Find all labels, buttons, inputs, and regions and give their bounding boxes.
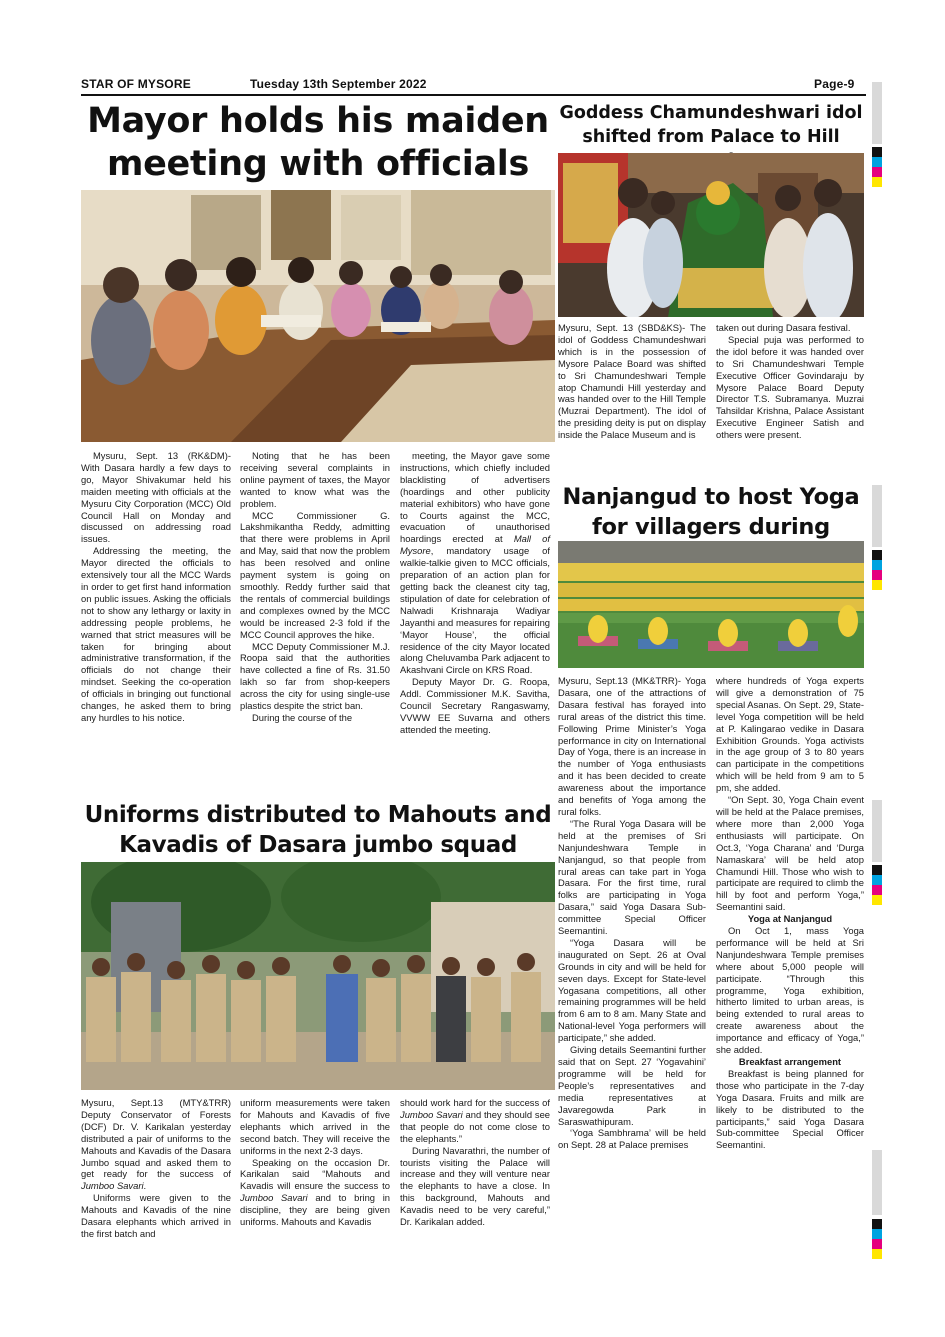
paragraph: ‘Yoga Sambhrama’ will be held on Sept. 28 at Palace premises [558, 1127, 706, 1151]
paragraph: Deputy Mayor Dr. G. Roopa, Addl. Commissioner M.K. Savitha, Council Secretary Rangaswamy, VVWW EE Suvarna and others attended the meeting. [400, 676, 550, 735]
masthead-rule [81, 94, 866, 96]
paragraph: “The Rural Yoga Dasara will be held at the premises of Sri Nanjundeshwara Temple in Nanjangud, so that people from rural areas can take part in Yoga Dasara. For the first time, rural folks are participating in Yoga Dasara,” said Yoga Dasara Sub-committee Special Officer Seemantini. [558, 817, 706, 937]
paragraph: “Yoga Dasara will be inaugurated on Sept. 26 at Oval Grounds in city and will be held for seven days. Except for State-level Yogasana competitions, all other remaining programmes will be held from 6 am to 8 am. Many State and National-level Yoga performers will participate,” she added. [558, 936, 706, 1044]
margin-bar [872, 1150, 882, 1215]
paragraph: taken out during Dasara festival. [716, 322, 851, 333]
idol-headline: Goddess Chamundeshwari idol shifted from Palace to Hill [559, 103, 863, 147]
uniform-column-1 [81, 1097, 231, 1240]
page-number: Page-9 [814, 77, 855, 91]
paragraph: Mysuru, Sept. 13 (SBD&KS)- The idol of Goddess Chamundeshwari which is in the possession of Mysore Palace Board was shifted to Sri Chamundeshwari Temple atop Chamundi Hill yesterday and was handed over to the Hill Temple (Muzrai Department). The idol of the presiding deity is put on display inside the Palace Museum and is [558, 322, 706, 441]
paragraph: Addressing the meeting, the Mayor directed the officials to extensively tour all the MCC Wards in order to get first hand information on public issues. Asking the officials not to show any lethargy or laxity in addressing people problems, he warned that strict measures will be taken for bringing about administrative transformation, if the officials do not change their mindset. Seeking the co-operation of officials in bringing out functional changes, he asked them to bring any hurdles to his notice. [81, 545, 231, 723]
color-register-mark [872, 550, 882, 590]
color-register-mark [872, 147, 882, 187]
paragraph: Noting that he has been receiving several complaints in online payment of taxes, the Mayor wanted to know what was the problem. [240, 450, 390, 509]
text-run: and they should see that people do not come close to the elephants.” [400, 1108, 550, 1144]
mayor-column-1 [81, 450, 231, 724]
italic-run: Jumboo Savari [81, 1180, 144, 1192]
margin-bar [872, 800, 882, 862]
uniform-column-3 [400, 1097, 550, 1228]
uniform-column-2 [240, 1097, 390, 1228]
color-register-mark [872, 1219, 882, 1259]
italic-run: Mall of Mysore [400, 533, 550, 557]
paragraph [240, 1157, 390, 1228]
paragraph: MCC Commissioner G. Lakshmikantha Reddy, admitting that there were problems in April and May, said that now the problem has been resolved and online payment system is going on smoothly. Reddy further said that the rentals of commercial buildings and complexes owned by the MCC would be increased 2-3 fold if the MCC Council approves the hike. [240, 509, 390, 640]
paragraph: MCC Deputy Commissioner M.J. Roopa said that the authorities have collected a fine of Rs. 31.50 lakh so far from shop-keepers across the city for using single-use plastics despite the strict ban. [240, 640, 390, 712]
text-run: meeting, the Mayor gave some instructions, which chiefly included blacklisting of advertisers (hoardings and other publicity material exhibitors) who have gone to Courts against the MCC, evacuation of unauthorised hoardings erected at [400, 450, 550, 545]
mayor-meeting-photo [81, 190, 555, 442]
paragraph: Special puja was performed to the idol before it was handed over to Sri Chamundeshwari Temple Executive Officer Govindaraju by Mysore Palace Board Deputy Director T.S. Subramanya. Muzrai Tahsildar Krishna, Palace Assistant Executive Engineer Satish and others were present. [716, 333, 864, 441]
text-run: . [143, 1180, 147, 1192]
mayor-column-2 [240, 450, 390, 724]
text-run: Speaking on the occasion Dr. Karikalan said “Mahouts and Kavadis will ensure the success to [240, 1156, 390, 1192]
mayor-column-3 [400, 450, 550, 736]
paragraph: Uniforms were given to the Mahouts and Kavadis of the nine Dasara elephants which arrived in the first batch and [81, 1192, 231, 1239]
mayor-headline: Mayor holds his maiden meeting with officials [87, 101, 549, 184]
idol-handover-photo [558, 153, 864, 317]
issue-date: Tuesday 13th September 2022 [250, 77, 427, 91]
text-run: , mandatory usage of walkie-talkie given to MCC officials, preparation of an action plan for getting back the cleanest city tag, stipulation of date for celebration of Nalwadi Krishnaraja Wadiyar Jayanthi and measures for repairing ‘Mayor House’, the official residence of the city Mayor located along Cheluvamba Park adjacent to Akashvani Circle on KRS Road. [400, 545, 550, 676]
uniform-headline: Uniforms distributed to Mahouts and Kavadis of Dasara jumbo squad [84, 802, 552, 858]
yoga-headline: Nanjangud to host Yoga for villagers during [562, 484, 860, 540]
paragraph: During Navarathri, the number of tourists visiting the Palace will increase and they will venture near the elephants to have a close. In this background, Mahouts and Kavadis need to be very careful,” Dr. Karikalan added. [400, 1144, 550, 1228]
paragraph: Mysuru, Sept.13 (MK&TRR)- Yoga Dasara, one of the attractions of Dasara festival has forayed into rural areas of the district this time. Following Prime Minister’s Yoga performance in city on International Day of Yoga, there is an increase in the number of Yoga enthusiasts and it has been decided to create awareness about the importance and benefits of Yoga among the rural folks. [558, 675, 706, 817]
yoga-mass-photo [558, 541, 864, 668]
margin-bar [872, 82, 882, 144]
idol-column-2 [716, 322, 864, 441]
paragraph: Giving details Seemantini further said that on Sept. 27 ‘Yogavahini’ programme will be held for People’s representatives and media representatives at Javaregowda Park in Saraswathipuram. [558, 1044, 706, 1127]
italic-run: Jumboo Savari [400, 1108, 463, 1120]
text-run: Mysuru, Sept.13 (MTY&TRR) Deputy Conservator of Forests (DCF) Dr. V. Karikalan yesterday distributed a pair of uniforms to the Mahouts and Kavadis of the Dasara Jumbo squad and asked them to get ready for the success of [81, 1097, 231, 1180]
paper-name: STAR OF MYSORE [81, 77, 191, 91]
paragraph: On Oct 1, mass Yoga performance will be held at Sri Nanjundeshwara Temple premises where about 5,000 people will participate. “Through this programme, Yoga exhibition, hitherto limited to urban areas, is being extended to rural areas to create awareness about the importance and efficacy of Yoga,” she added. [716, 925, 864, 1056]
text-run: should work hard for the success of [400, 1097, 550, 1108]
italic-run: Jumboo Savari [240, 1192, 308, 1204]
paragraph: During the course of the [252, 711, 353, 723]
paragraph: Breakfast is being planned for those who participate in the 7-day Yoga Dasara. Fruits and milk are likely to be distributed to the participants,” said Yoga Dasara Sub-committee Special Officer Seemantini. [716, 1067, 864, 1151]
idol-column-1 [558, 322, 706, 441]
paragraph: Mysuru, Sept. 13 (RK&DM)- With Dasara hardly a few days to go, Mayor Shivakumar held his maiden meeting with officials at the Mysuru City Corporation (MCC) Old Council Hall on Monday and discussed on addressing road issues. [81, 450, 231, 545]
paragraph [400, 1097, 550, 1145]
yoga-column-1 [558, 675, 706, 1151]
paragraph: uniform measurements were taken for Mahouts and Kavadis of five elephants which arrived in the second batch. They will receive the uniforms in the next 2-3 days. [240, 1097, 390, 1156]
text-run: and to bring in discipline, they are being given uniforms. Mahouts and Kavadis [240, 1192, 391, 1228]
yoga-column-2 [716, 675, 864, 1151]
margin-bar [872, 485, 882, 547]
paragraph: “On Sept. 30, Yoga Chain event will be held at the Palace premises, where more than 2,000 Yoga enthusiasts will participate. On Oct.3, ‘Yoga Charana’ and ‘Durga Namaskara’ will be held atop Chamundi Hill. Those who wish to participate are required to climb the hill by foot and perform Yoga,” Seemantini said. [716, 794, 864, 913]
color-register-mark [872, 865, 882, 905]
paragraph: where hundreds of Yoga experts will give a demonstration of 75 special Asanas. On Sept. 29, State-level Yoga competition will be held at P. Kalingarao vedike in Dasara Exhibition Grounds. Yoga activists in the age group of 3 to 80 years can participate in the competitions which will be held from 9 am to 5 pm, she added. [716, 675, 865, 794]
paragraph [400, 450, 550, 676]
subheading: Yoga at Nanjangud [747, 913, 833, 925]
mahouts-group-photo [81, 862, 555, 1090]
subheading: Breakfast arrangement [738, 1056, 842, 1067]
paragraph [81, 1097, 231, 1192]
